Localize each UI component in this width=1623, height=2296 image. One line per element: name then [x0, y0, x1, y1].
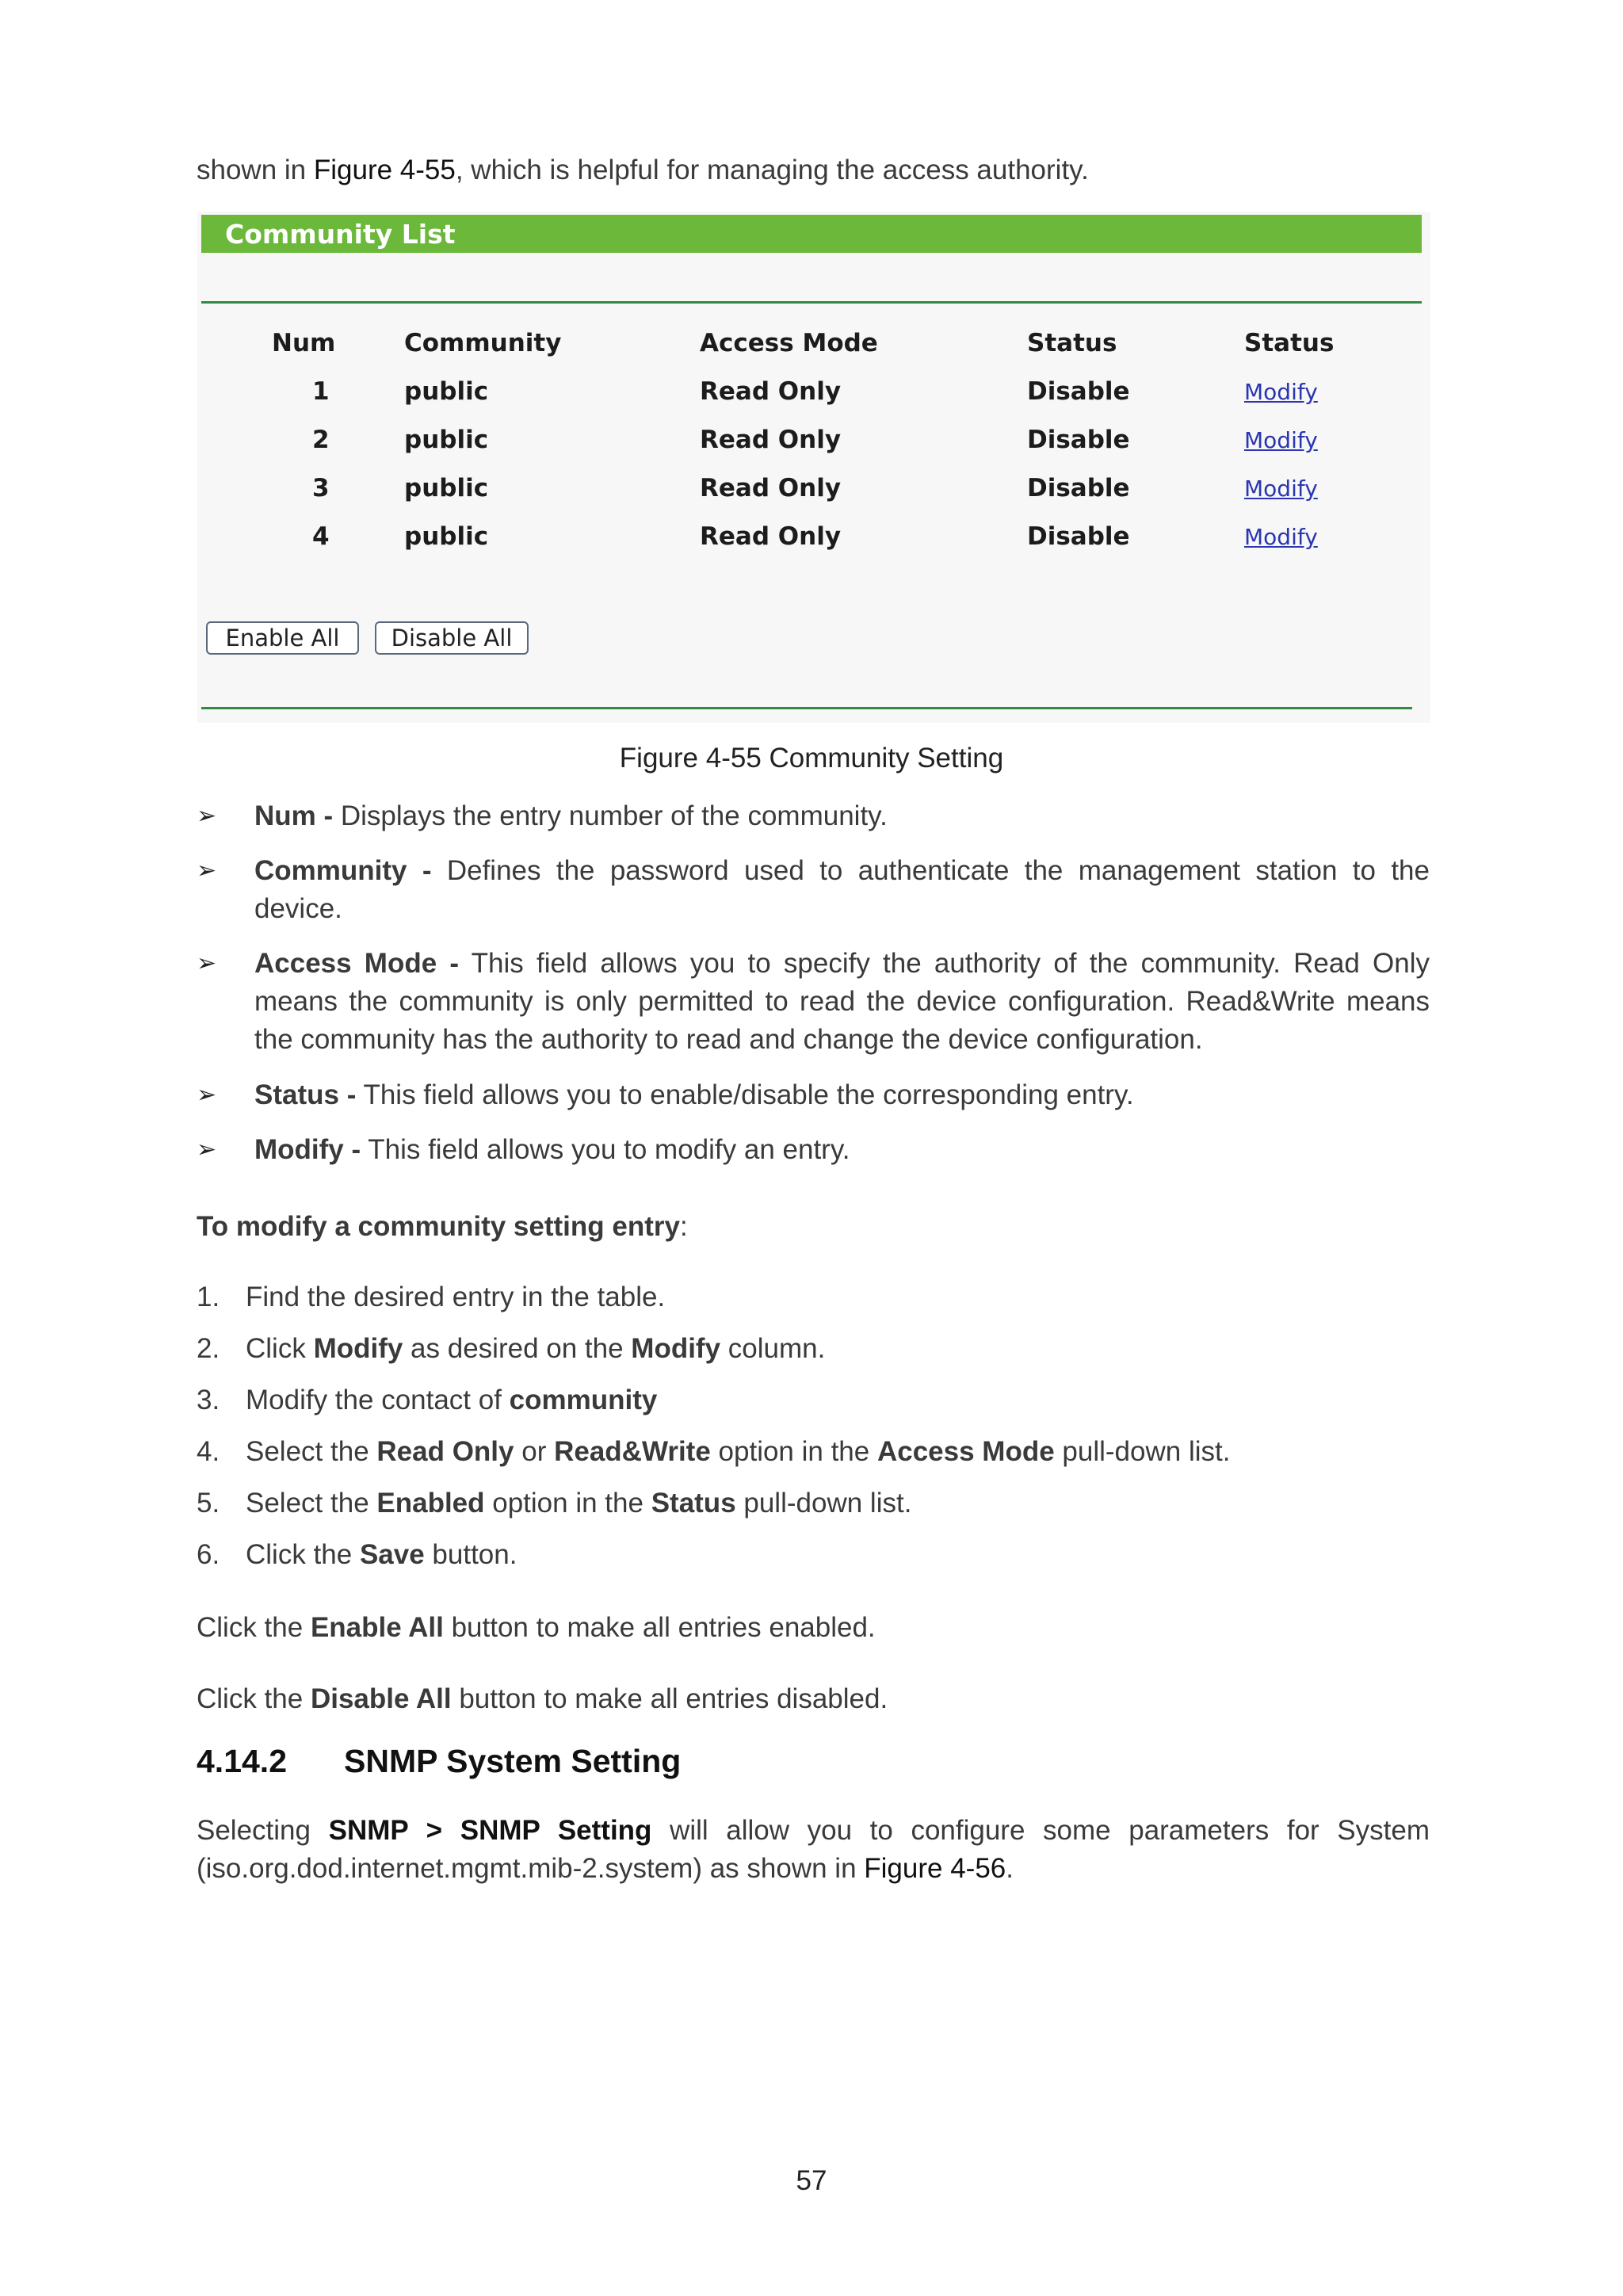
cell-community: public: [404, 426, 489, 454]
modify-link[interactable]: Modify: [1244, 379, 1318, 405]
disable-all-button[interactable]: Disable All: [375, 621, 529, 655]
step-number: 5.: [197, 1488, 220, 1519]
arrow-bullet-icon: ➢: [197, 1081, 217, 1109]
list-item-description: Defines the password used to authenticate the management station to the device.: [254, 855, 1430, 924]
step-number: 2.: [197, 1333, 220, 1364]
list-item-term: Status -: [254, 1079, 357, 1110]
arrow-bullet-icon: ➢: [197, 857, 217, 884]
cell-access-mode: Read Only: [700, 426, 842, 454]
modify-link[interactable]: Modify: [1244, 476, 1318, 502]
community-list-title: Community List: [225, 219, 456, 250]
step-text: Modify the contact of community: [246, 1385, 658, 1415]
cell-num: 4: [312, 522, 330, 551]
step-number: 3.: [197, 1385, 220, 1415]
cell-community: public: [404, 474, 489, 502]
page-number: 57: [796, 2165, 827, 2196]
table-top-divider: [201, 301, 1422, 304]
list-item-term: Modify -: [254, 1134, 361, 1165]
cell-community: public: [404, 522, 489, 551]
section-title: SNMP System Setting: [344, 1743, 682, 1779]
figure-caption: Figure 4-55 Community Setting: [619, 743, 1004, 774]
disable-all-note: Click the Disable All button to make all entries disabled.: [197, 1683, 888, 1714]
list-item-description: This field allows you to modify an entry.: [361, 1134, 850, 1165]
community-list-title-bar: [201, 215, 1422, 253]
column-header-access-mode: Access Mode: [700, 329, 878, 357]
arrow-bullet-icon: ➢: [197, 802, 217, 830]
section-body-paragraph: Selecting SNMP > SNMP Setting will allow you to configure some parameters for System (iso.org.dod.internet.mgmt.mib-2.system) as shown in Figure 4-56.: [197, 1815, 1430, 1884]
enable-all-note: Click the Enable All button to make all entries enabled.: [197, 1612, 876, 1643]
step-text: Select the Read Only or Read&Write option in the Access Mode pull-down list.: [246, 1436, 1231, 1467]
cell-num: 3: [312, 474, 330, 502]
step-number: 1.: [197, 1282, 220, 1312]
list-item-term: Access Mode -: [254, 948, 460, 979]
figure-reference: Figure 4-56: [864, 1853, 1006, 1884]
cell-access-mode: Read Only: [700, 474, 842, 502]
cell-status: Disable: [1027, 522, 1130, 551]
menu-path: SNMP > SNMP Setting: [328, 1815, 652, 1846]
cell-status: Disable: [1027, 377, 1130, 406]
modify-link[interactable]: Modify: [1244, 524, 1318, 550]
step-text: Select the Enabled option in the Status pull-down list.: [246, 1488, 912, 1519]
column-header-num: Num: [272, 329, 336, 357]
column-header-action: Status: [1244, 329, 1335, 357]
column-header-status: Status: [1027, 329, 1117, 357]
cell-status: Disable: [1027, 426, 1130, 454]
step-text: Click Modify as desired on the Modify column.: [246, 1333, 826, 1364]
procedure-title: To modify a community setting entry:: [197, 1211, 688, 1242]
arrow-bullet-icon: ➢: [197, 949, 217, 977]
section-number: 4.14.2: [197, 1743, 287, 1779]
figure-reference: Figure 4-55: [313, 155, 456, 185]
table-bottom-divider: [201, 707, 1412, 709]
list-item-term: Community -: [254, 855, 432, 886]
column-header-community: Community: [404, 329, 562, 357]
cell-status: Disable: [1027, 474, 1130, 502]
list-item-description: This field allows you to enable/disable the corresponding entry.: [356, 1079, 1134, 1110]
step-number: 6.: [197, 1539, 220, 1570]
cell-community: public: [404, 377, 489, 406]
intro-paragraph: [197, 151, 1430, 189]
intro-text-end: , which is helpful for managing the access authority.: [455, 155, 1089, 185]
cell-num: 1: [312, 377, 330, 406]
enable-all-button[interactable]: Enable All: [206, 621, 359, 655]
list-item-description: Displays the entry number of the community.: [333, 800, 888, 831]
cell-num: 2: [312, 426, 330, 454]
intro-text: shown in: [197, 155, 314, 185]
cell-access-mode: Read Only: [700, 522, 842, 551]
cell-access-mode: Read Only: [700, 377, 842, 406]
list-item-description: This field allows you to specify the authority of the community. Read Only means the community is only permitted to read the device configuration. Read&Write means the community has the authority to read and change the device configuration.: [254, 948, 1430, 1055]
step-number: 4.: [197, 1436, 220, 1467]
arrow-bullet-icon: ➢: [197, 1136, 217, 1163]
modify-link[interactable]: Modify: [1244, 427, 1318, 453]
step-text: Find the desired entry in the table.: [246, 1282, 666, 1312]
step-text: Click the Save button.: [246, 1539, 517, 1570]
community-list-screenshot: [197, 212, 1430, 723]
list-item-term: Num -: [254, 800, 334, 831]
